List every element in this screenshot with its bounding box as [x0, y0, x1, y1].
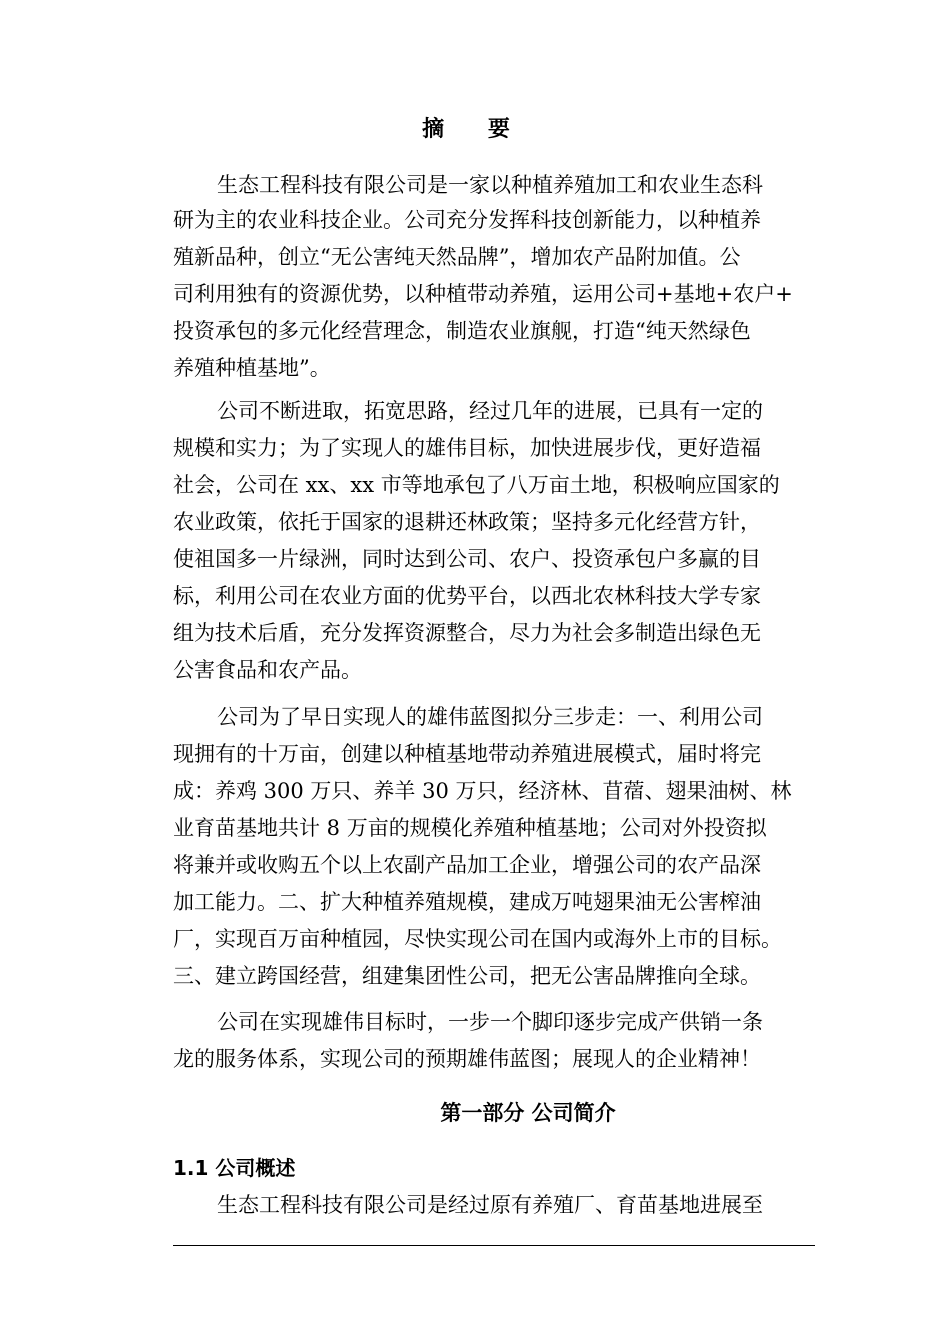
paragraph-line: 厂，实现百万亩种植园，尽快实现公司在国内或海外上市的目标。 — [173, 927, 782, 951]
section-title: 第一部分 公司简介 — [440, 1101, 616, 1125]
footer-divider — [173, 1245, 815, 1246]
paragraph-line: 司利用独有的资源优势，以种植带动养殖，运用公司+基地+农户+ — [173, 282, 793, 306]
paragraph-line: 使祖国多一片绿洲，同时达到公司、农户、投资承包户多赢的目 — [173, 547, 761, 571]
paragraph-line: 社会，公司在 xx、xx 市等地承包了八万亩土地，积极响应国家的 — [173, 473, 780, 497]
paragraph-line: 加工能力。二、扩大种植养殖规模，建成万吨翅果油无公害榨油 — [173, 890, 761, 914]
paragraph-line: 三、建立跨国经营，组建集团性公司，把无公害品牌推向全球。 — [173, 964, 761, 988]
paragraph-line: 公司在实现雄伟目标时，一步一个脚印逐步完成产供销一条 — [217, 1010, 763, 1034]
paragraph-line: 生态工程科技有限公司是经过原有养殖厂、育苗基地进展至 — [217, 1193, 763, 1217]
paragraph-line: 标，利用公司在农业方面的优势平台，以西北农林科技大学专家 — [173, 584, 761, 608]
paragraph-line: 现拥有的十万亩，创建以种植基地带动养殖进展模式，届时将完 — [173, 742, 761, 766]
paragraph-line: 将兼并或收购五个以上农副产品加工企业，增强公司的农产品深 — [173, 853, 761, 877]
paragraph-line: 龙的服务体系，实现公司的预期雄伟蓝图；展现人的企业精神！ — [173, 1047, 761, 1071]
subsection-title: 1.1 公司概述 — [173, 1156, 296, 1180]
paragraph-line: 生态工程科技有限公司是一家以种植养殖加工和农业生态科 — [217, 173, 763, 197]
abstract-title: 摘 要 — [422, 117, 528, 142]
paragraph-line: 组为技术后盾，充分发挥资源整合，尽力为社会多制造出绿色无 — [173, 621, 761, 645]
paragraph-line: 投资承包的多元化经营理念，制造农业旗舰，打造“纯天然绿色 — [173, 319, 751, 343]
paragraph-line: 殖新品种，创立“无公害纯天然品牌”，增加农产品附加值。公 — [173, 245, 741, 269]
paragraph-line: 养殖种植基地”。 — [173, 356, 331, 380]
paragraph-line: 公司不断进取，拓宽思路，经过几年的进展，已具有一定的 — [217, 399, 763, 423]
paragraph-line: 规模和实力；为了实现人的雄伟目标，加快进展步伐，更好造福 — [173, 436, 761, 460]
paragraph-line: 农业政策，依托于国家的退耕还林政策；坚持多元化经营方针， — [173, 510, 761, 534]
paragraph-line: 成：养鸡 300 万只、养羊 30 万只，经济林、苜蓿、翅果油树、林 — [173, 779, 792, 803]
paragraph-line: 业育苗基地共计 8 万亩的规模化养殖种植基地；公司对外投资拟 — [173, 816, 767, 840]
paragraph-line: 公害食品和农产品。 — [173, 658, 362, 682]
paragraph-line: 研为主的农业科技企业。公司充分发挥科技创新能力，以种植养 — [173, 208, 761, 232]
paragraph-line: 公司为了早日实现人的雄伟蓝图拟分三步走：一、利用公司 — [217, 705, 763, 729]
